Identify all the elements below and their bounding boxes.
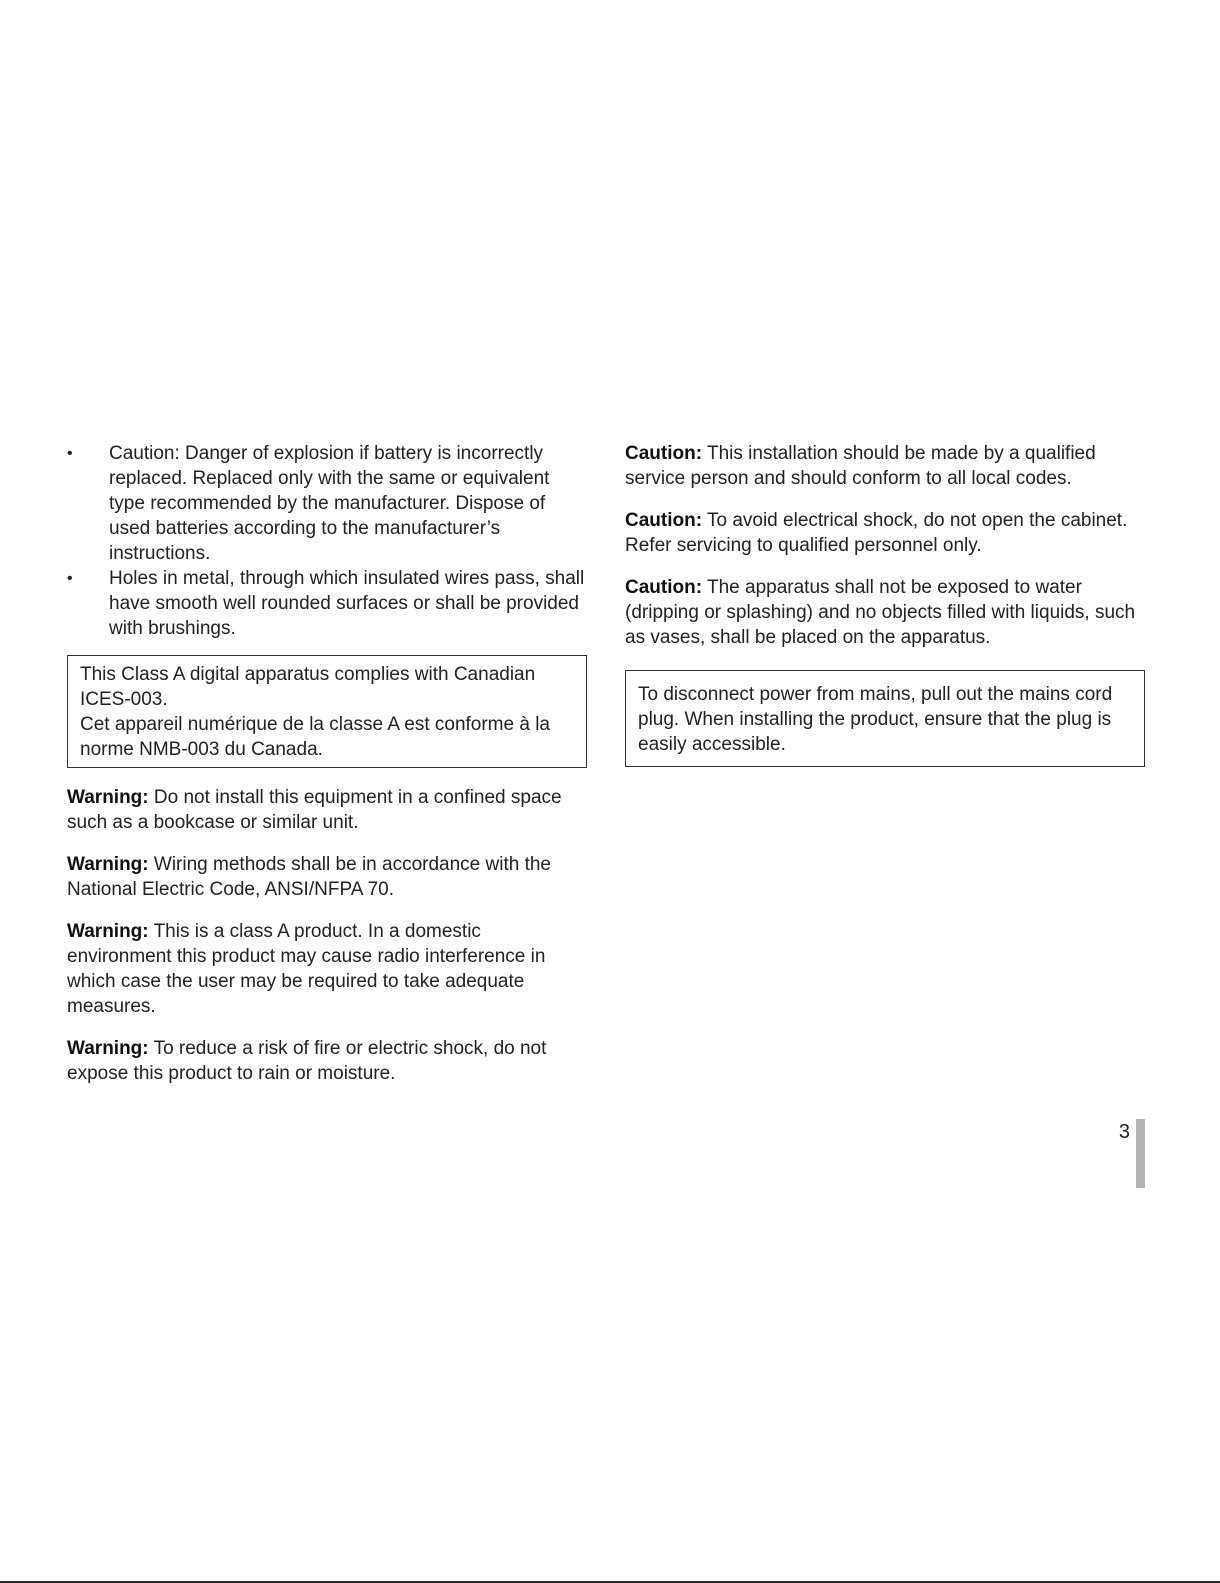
- warning-text: This is a class A product. In a domestic environment this product may cause radio interference in which case the user may be required to take adequate measures.: [67, 921, 546, 1017]
- warning-label: Warning:: [67, 787, 149, 808]
- warning-text: To reduce a risk of fire or electric shock, do not expose this product to rain or moisture.: [67, 1038, 547, 1084]
- warning-label: Warning:: [67, 921, 149, 942]
- safety-bullet-list: [67, 441, 587, 641]
- caution-electrical-shock: [625, 508, 1145, 558]
- caution-label: Caution:: [625, 510, 703, 531]
- warning-text: Do not install this equipment in a confined space such as a bookcase or similar unit.: [67, 787, 562, 833]
- warning-fire-shock: [67, 1036, 587, 1086]
- warning-wiring-methods: [67, 852, 587, 902]
- canadian-compliance-box: [67, 655, 587, 768]
- page-edge-tab: [1136, 1119, 1145, 1188]
- caution-text: The apparatus shall not be exposed to water (dripping or splashing) and no objects filled with liquids, such as vases, shall be placed on the apparatus.: [625, 577, 1136, 648]
- left-column: [67, 441, 587, 1103]
- bullet-text: Holes in metal, through which insulated wires pass, shall have smooth well rounded surfaces or shall be provided with brushings.: [109, 568, 585, 639]
- compliance-french: Cet appareil numérique de la classe A est conforme à la norme NMB-003 du Canada.: [80, 714, 550, 760]
- page-number: 3: [1118, 1121, 1130, 1143]
- caution-text: To avoid electrical shock, do not open the cabinet. Refer servicing to qualified personnel only.: [625, 510, 1128, 556]
- warning-confined-space: [67, 785, 587, 835]
- warning-class-a: [67, 919, 587, 1019]
- caution-label: Caution:: [625, 443, 703, 464]
- bullet-marker: •: [67, 445, 73, 462]
- bullet-marker: •: [67, 570, 73, 587]
- warning-label: Warning:: [67, 854, 149, 875]
- list-item: [67, 566, 587, 641]
- caution-water-exposure: [625, 575, 1145, 650]
- list-item: [67, 441, 587, 566]
- bullet-text: Caution: Danger of explosion if battery is incorrectly replaced. Replaced only with the same or equivalent type recommended by the manufacturer. Dispose of used batteries according to the manufacturer’s instructions.: [109, 443, 550, 564]
- caution-installation: [625, 441, 1145, 491]
- power-disconnect-box: [625, 670, 1145, 767]
- caution-text: This installation should be made by a qualified service person and should conform to all local codes.: [625, 443, 1096, 489]
- compliance-english: This Class A digital apparatus complies with Canadian ICES-003.: [80, 664, 536, 710]
- warning-label: Warning:: [67, 1038, 149, 1059]
- power-disconnect-text: To disconnect power from mains, pull out the mains cord plug. When installing the product, ensure that the plug is easily accessible.: [638, 684, 1113, 755]
- right-column: [625, 441, 1145, 767]
- caution-label: Caution:: [625, 577, 703, 598]
- warning-text: Wiring methods shall be in accordance with the National Electric Code, ANSI/NFPA 70.: [67, 854, 551, 900]
